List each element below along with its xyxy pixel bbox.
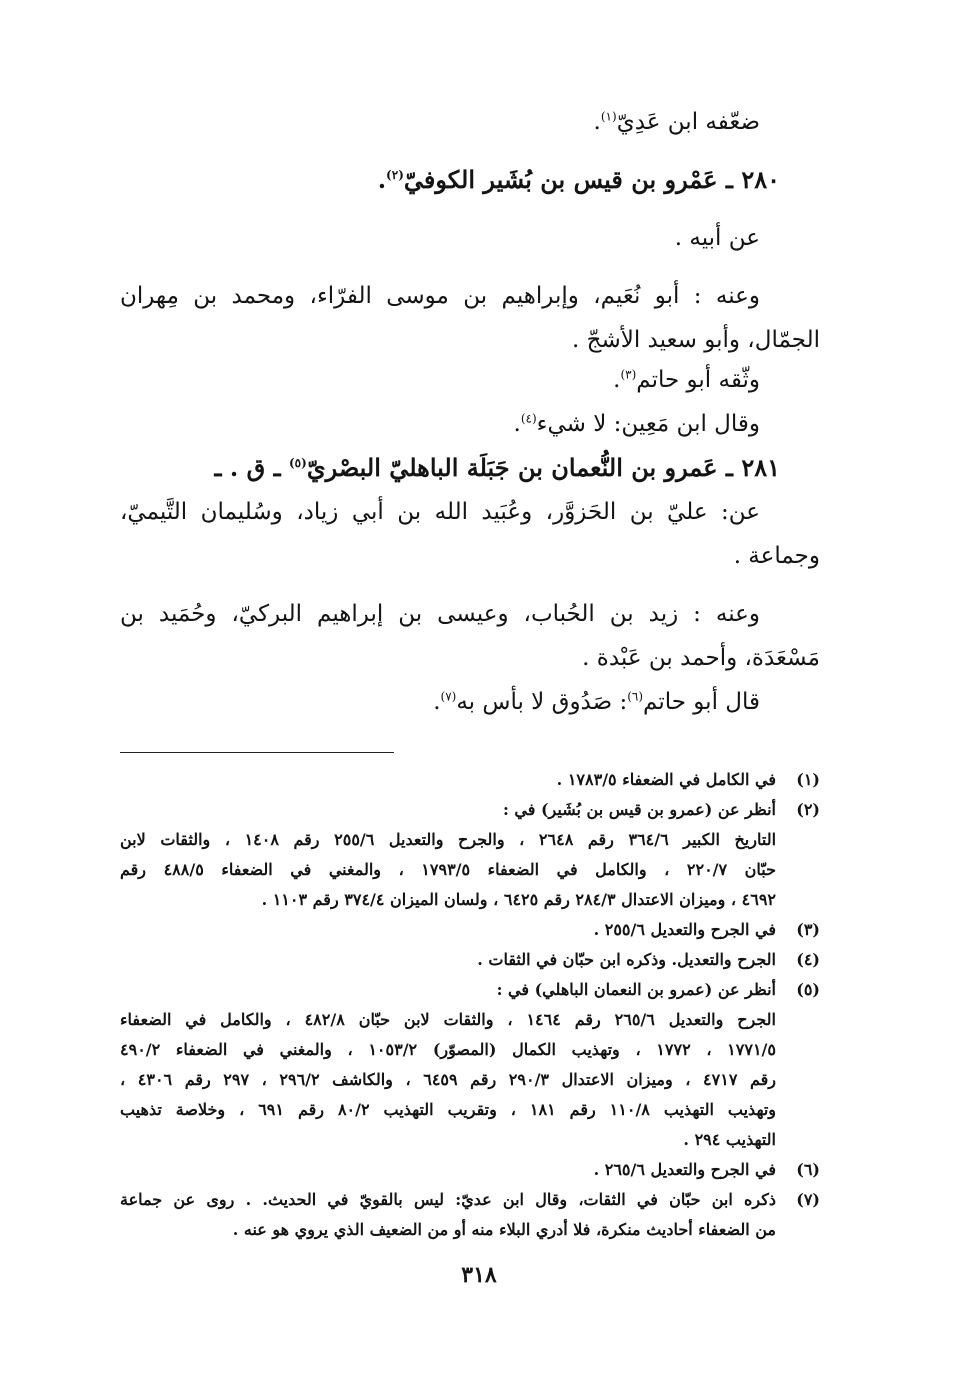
footnote-line: التهذيب ٢٩٤ . bbox=[683, 1130, 776, 1149]
footnote-ref[interactable]: (٤) bbox=[520, 411, 537, 426]
footnote bbox=[120, 1155, 820, 1185]
footnote-line: في الكامل في الضعفاء ١٧٨٣/٥ . bbox=[556, 770, 776, 789]
footnote-line: في الجرح والتعديل ٢٦٥/٦ . bbox=[593, 1160, 776, 1179]
entry-title: ٢٨١ ـ عَمرو بن النُّعمان بن جَبَلَة الباهليّ البصْريّ bbox=[306, 453, 780, 482]
footnote bbox=[120, 1185, 820, 1245]
text-line: وعنه : أبو نُعَيم، وإبراهيم بن موسى الفرّاء، ومحمد بن مِهران bbox=[120, 283, 760, 309]
footnote-number: (٣) bbox=[796, 920, 820, 939]
footnote-ref[interactable]: (٥) bbox=[288, 456, 307, 470]
text-line: وعنه : زيد بن الحُباب، وعيسى بن إبراهيم البركيّ، وحُمَيد بن bbox=[120, 601, 760, 627]
footnote-line: رقم ٤٧١٧ ، وميزان الاعتدال ٢٩٠/٣ رقم ٦٤٥٩ ، والكاشف ٢٩٦/٢ ، ٢٩٧ رقم ٤٣٠٦ ، bbox=[120, 1070, 777, 1089]
footnote-ref[interactable]: (٢) bbox=[386, 168, 404, 182]
page bbox=[120, 100, 820, 1245]
footnote-number: (١) bbox=[796, 770, 820, 789]
text-line bbox=[120, 402, 820, 446]
footnote-number: (٥) bbox=[796, 980, 820, 999]
main-text bbox=[120, 100, 820, 724]
footnote-number: (٦) bbox=[796, 1160, 820, 1179]
text-span: . bbox=[513, 411, 521, 437]
text-line: وجماعة . bbox=[733, 543, 820, 569]
text-span: ضعّفه ابن عَدِيّ bbox=[616, 109, 760, 135]
text-span: . bbox=[377, 165, 387, 194]
footnotes bbox=[120, 765, 820, 1245]
text-span: وثّقه أبو حاتم bbox=[636, 367, 760, 393]
page-number: ٣١٨ bbox=[461, 1262, 497, 1288]
footnote-text bbox=[120, 1155, 776, 1185]
text-span: : صَدُوق لا بأس به bbox=[456, 689, 628, 715]
footnote-number: (٧) bbox=[796, 1190, 820, 1209]
text-line bbox=[120, 100, 820, 144]
text-line: عن: عليّ بن الحَزوَّر، وعُبَيد الله بن أبي زياد، وسُليمان التَّيميّ، bbox=[120, 499, 760, 525]
text-span: قال أبو حاتم bbox=[643, 689, 760, 715]
footnote-number: (٢) bbox=[796, 800, 820, 819]
text-line bbox=[120, 680, 820, 724]
footnote-number: (٤) bbox=[796, 950, 820, 969]
footnote-line: حبّان ٢٢٠/٧ ، والكامل في الضعفاء ١٧٩٣/٥ ، والمغني في الضعفاء ٤٨٨/٥ رقم bbox=[120, 860, 776, 879]
footnote bbox=[120, 975, 820, 1155]
footnote-text bbox=[120, 1185, 776, 1245]
entry-heading-281 bbox=[120, 446, 820, 490]
footnote-text bbox=[120, 945, 776, 975]
footnote-line: ٤٦٩٢ ، وميزان الاعتدال ٢٨٤/٣ رقم ٦٤٢٥ ، ولسان الميزان ٣٧٤/٤ رقم ١١٠٣ . bbox=[261, 890, 776, 909]
footnote-line: في الجرح والتعديل ٢٥٥/٦ . bbox=[593, 920, 776, 939]
footnote-text bbox=[120, 795, 776, 915]
footnote-text bbox=[120, 975, 776, 1155]
footnote-separator bbox=[120, 752, 394, 753]
footnote-ref[interactable]: (٧) bbox=[440, 689, 457, 704]
entry-title: ٢٨٠ ـ عَمْرو بن قيس بن بُشَير الكوفيّ bbox=[403, 165, 780, 194]
text-line: عن أبيه . bbox=[674, 225, 760, 251]
footnote-ref[interactable]: (١) bbox=[600, 109, 617, 124]
footnote-line: ١٧٧١/٥ ، ١٧٧٢ ، وتهذيب الكمال (المصوّر) ١٠٥٣/٢ ، والمغني في الضعفاء ٤٩٠/٢ bbox=[120, 1040, 776, 1059]
footnote bbox=[120, 795, 820, 915]
footnote-line: من الضعفاء أحاديث منكرة، فلا أدري البلاء منه أو من الضعيف الذي يروي هو عنه . bbox=[232, 1220, 776, 1239]
footnote-text bbox=[120, 765, 776, 795]
footnote bbox=[120, 915, 820, 945]
footnote-line: الجرح والتعديل. وذكره ابن حبّان في الثقات . bbox=[477, 950, 776, 969]
text-span: وقال ابن مَعِين: لا شيء bbox=[536, 411, 760, 437]
text-line: مَسْعَدَة، وأحمد بن عَبْدة . bbox=[582, 645, 820, 671]
footnote-line: أنظر عن (عمرو بن قيس بن بُشَير) في : bbox=[502, 800, 776, 819]
text-span: ـ ق . ـ bbox=[214, 453, 289, 482]
footnote bbox=[120, 765, 820, 795]
text-span: . bbox=[613, 367, 621, 393]
footnote-line: أنظر عن (عمرو بن النعمان الباهلي) في : bbox=[496, 980, 776, 999]
footnote-ref[interactable]: (٣) bbox=[620, 367, 637, 382]
footnote-line: الجرح والتعديل ٢٦٥/٦ رقم ١٤٦٤ ، والثقات لابن حبّان ٤٨٢/٨ ، والكامل في الضعفاء bbox=[120, 1010, 776, 1029]
footnote-line: وتهذيب التهذيب ١١٠/٨ رقم ١٨١ ، وتقريب التهذيب ٨٠/٢ رقم ٦٩١ ، وخلاصة تذهيب bbox=[120, 1100, 776, 1119]
footnote bbox=[120, 945, 820, 975]
text-line bbox=[120, 358, 820, 402]
text-span: . bbox=[593, 109, 601, 135]
entry-heading-280 bbox=[120, 158, 820, 202]
text-span: . bbox=[433, 689, 441, 715]
footnote-line: ذكره ابن حبّان في الثقات، وقال ابن عديّ: ليس بالقويّ في الحديث. . روى عن جماعة bbox=[120, 1190, 777, 1209]
footnote-separator-wrap bbox=[120, 752, 820, 753]
footnote-line: التاريخ الكبير ٣٦٤/٦ رقم ٢٦٤٨ ، والجرح والتعديل ٢٥٥/٦ رقم ١٤٠٨ ، والثقات لابن bbox=[120, 830, 777, 849]
footnote-text bbox=[120, 915, 776, 945]
text-line: الجمّال، وأبو سعيد الأشجّ . bbox=[571, 327, 820, 353]
footnote-ref[interactable]: (٦) bbox=[627, 689, 644, 704]
